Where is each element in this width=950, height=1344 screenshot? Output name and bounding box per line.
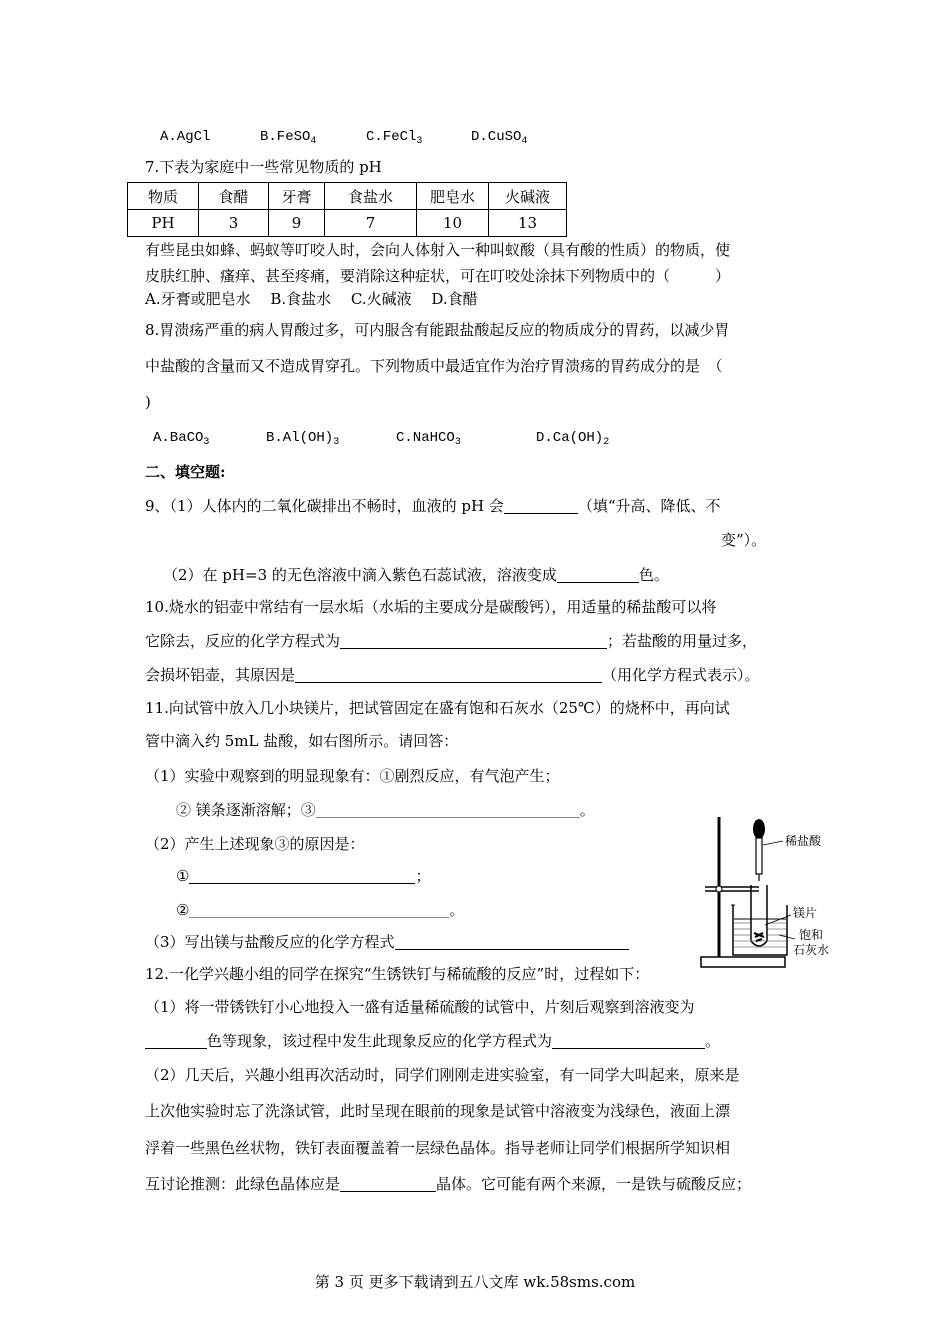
answer-blank[interactable] xyxy=(316,801,580,818)
answer-blank[interactable] xyxy=(189,901,449,918)
table-cell: 物质 xyxy=(128,183,199,210)
dropper-tube xyxy=(756,838,762,874)
beaker xyxy=(733,905,787,955)
q9-part1: 9、（1）人体内的二氧化碳排出不畅时，血液的 pH 会 （填“升高、降低、不 xyxy=(145,497,721,515)
q6-option-a: A.AgCl xyxy=(160,129,211,145)
label-magnesium: 镁片 xyxy=(793,906,818,920)
q10-line3: 会损坏铝壶，其原因是 （用化学方程式表示）。 xyxy=(145,666,760,684)
test-tube xyxy=(751,885,767,946)
magnesium-pieces xyxy=(754,933,764,941)
page-footer: 第 3 页 更多下载请到五八文库 wk.58sms.com xyxy=(314,1273,636,1291)
table-cell: 7 xyxy=(325,210,417,237)
q8-option-c: C.NaHCO$_3$ xyxy=(396,430,461,448)
q11-part3: （3）写出镁与盐酸反应的化学方程式 xyxy=(145,932,629,952)
label-acid: 稀盐酸 xyxy=(785,834,822,848)
stand-base xyxy=(701,957,785,967)
q7-text-line2: 皮肤红肿、瘙痒、甚至疼痛，要消除这种症状，可在叮咬处涂抹下列物质中的（ ） xyxy=(145,267,731,285)
q8-option-a: A.BaCO$_3$ xyxy=(153,430,210,448)
section2-title: 二、填空题: xyxy=(145,463,226,481)
q11-line1: 11.向试管中放入几小块镁片，把试管固定在盛有饱和石灰水（25℃）的烧杯中，再向试 xyxy=(145,699,730,717)
ph-table xyxy=(127,182,567,237)
answer-blank[interactable] xyxy=(395,933,629,950)
table-cell: 9 xyxy=(269,210,325,237)
q11-part1: （1）实验中观察到的明显现象有：①剧烈反应，有气泡产生； xyxy=(145,767,560,785)
q10-line2: 它除去，反应的化学方程式为 ；若盐酸的用量过多， xyxy=(145,632,758,650)
q7-options: A.牙膏或肥皂水 B.食盐水 C.火碱液 D.食醋 xyxy=(145,290,478,308)
q8-line3: ) xyxy=(145,393,151,411)
q12-part2-line3: 浮着一些黑色丝状物，铁钉表面覆盖着一层绿色晶体。指导老师让同学们根据所学知识相 xyxy=(145,1139,731,1157)
q11-part1b: ② 镁条逐渐溶解；③ 。 xyxy=(176,801,595,819)
q7-stem: 7.下表为家庭中一些常见物质的 pH xyxy=(145,158,382,176)
q6-option-b: B.FeSO$_4$ xyxy=(260,129,317,147)
q9-part1-end: 变”）。 xyxy=(721,531,767,549)
dropper-bulb xyxy=(753,819,765,839)
table-cell: 3 xyxy=(199,210,269,237)
q6-option-d: D.CuSO$_4$ xyxy=(471,129,528,147)
answer-blank[interactable] xyxy=(145,1032,207,1049)
answer-blank[interactable] xyxy=(340,1175,436,1192)
q11-part2b: ② 。 xyxy=(176,901,465,919)
table-cell: 13 xyxy=(489,210,567,237)
label-lime-2: 石灰水 xyxy=(793,943,830,957)
q11-line2: 管中滴入约 5mL 盐酸，如右图所示。请回答： xyxy=(145,732,459,750)
answer-blank[interactable] xyxy=(557,566,639,583)
answer-blank[interactable] xyxy=(340,632,607,649)
q6-option-c: C.FeCl$_3$ xyxy=(366,129,423,147)
q7-text-line1: 有些昆虫如蜂、蚂蚁等叮咬人时，会向人体射入一种叫蚁酸（具有酸的性质）的物质，使 xyxy=(145,241,731,259)
table-cell: 火碱液 xyxy=(489,183,567,210)
table-cell: 牙膏 xyxy=(269,183,325,210)
table-cell: 食盐水 xyxy=(325,183,417,210)
answer-blank[interactable] xyxy=(504,497,578,514)
q12-part1-line1: （1）将一带锈铁钉小心地投入一盛有适量稀硫酸的试管中，片刻后观察到溶液变为 xyxy=(145,998,695,1016)
q10-line1: 10.烧水的铝壶中常结有一层水垢（水垢的主要成分是碳酸钙），用适量的稀盐酸可以将 xyxy=(145,598,717,616)
q8-line2: 中盐酸的含量而又不造成胃穿孔。下列物质中最适宜作为治疗胃溃疡的胃药成分的是 （ xyxy=(145,357,723,375)
ph-table-header-row xyxy=(128,183,567,210)
q8-option-d: $D.Ca(OH)_2$ xyxy=(536,430,610,448)
table-cell: 肥皂水 xyxy=(417,183,489,210)
pointer-line xyxy=(763,841,783,845)
q12-part2-line2: 上次他实验时忘了洗涤试管，此时呈现在眼前的现象是试管中溶液变为浅绿色，液面上漂 xyxy=(145,1102,731,1120)
label-lime-1: 饱和 xyxy=(799,928,824,942)
apparatus-figure xyxy=(697,805,837,975)
answer-blank[interactable] xyxy=(295,666,602,683)
q9-part2: （2）在 pH=3 的无色溶液中滴入紫色石蕊试液，溶液变成 色。 xyxy=(163,566,669,584)
answer-blank[interactable] xyxy=(189,867,415,884)
q8-line1: 8.胃溃疡严重的病人胃酸过多，可内服含有能跟盐酸起反应的物质成分的胃药，以减少胃 xyxy=(145,321,730,339)
table-cell: 食醋 xyxy=(199,183,269,210)
table-cell: PH xyxy=(128,210,199,237)
q8-option-b: $B.Al(OH)_3$ xyxy=(266,430,340,448)
q12-part1-line2: 色等现象，该过程中发生此现象反应的化学方程式为 。 xyxy=(145,1031,720,1051)
clamp-screw xyxy=(716,886,722,892)
q12-line1: 12.一化学兴趣小组的同学在探究“生锈铁钉与稀硫酸的反应”时，过程如下： xyxy=(145,965,650,983)
table-cell: 10 xyxy=(417,210,489,237)
ph-table-value-row xyxy=(128,210,567,237)
q12-part2-line4: 互讨论推测：此绿色晶体应是 晶体。它可能有两个来源，一是铁与硫酸反应； xyxy=(145,1175,752,1193)
q12-part2-line1: （2）几天后，兴趣小组再次活动时，同学们刚刚走进实验室，有一同学大叫起来，原来是 xyxy=(145,1066,740,1084)
q11-part2: （2）产生上述现象③的原因是： xyxy=(145,835,365,853)
answer-blank[interactable] xyxy=(552,1032,705,1049)
q11-part2a: ① ； xyxy=(176,867,431,885)
